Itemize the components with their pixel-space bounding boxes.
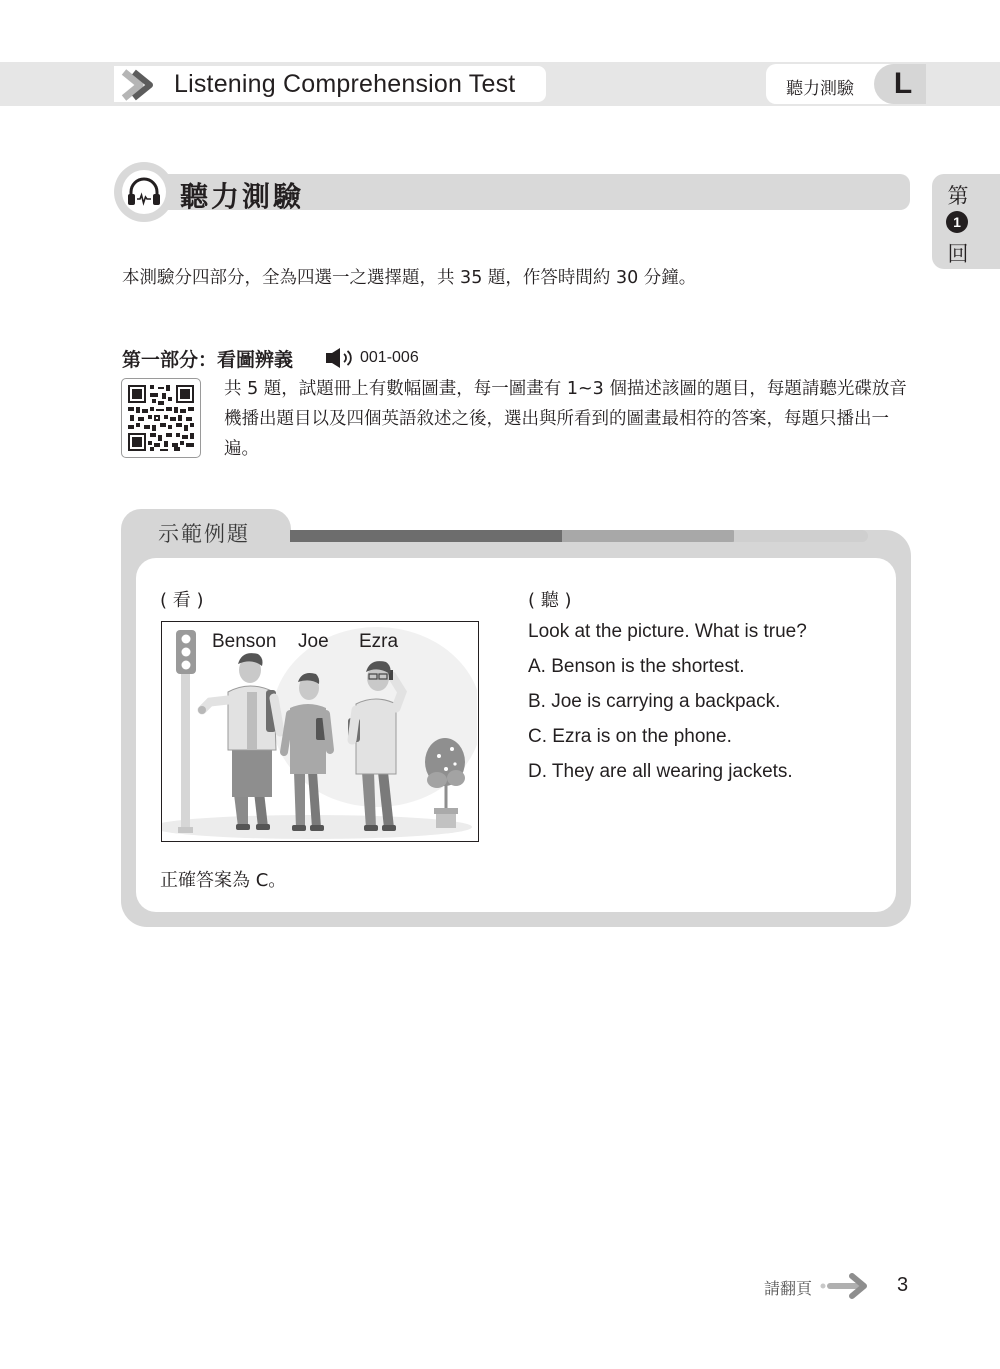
name-label: Benson: [212, 631, 277, 652]
look-label: ( 看 ): [160, 590, 204, 611]
header-section-letter: L: [874, 64, 926, 104]
page-number: 3: [897, 1274, 909, 1296]
chevron-right-icon: [120, 68, 156, 102]
example-picture: [161, 621, 479, 842]
arrow-right-icon[interactable]: [818, 1272, 870, 1300]
decor-stripe-dark: [290, 530, 566, 542]
option-c: C. Ezra is on the phone.: [528, 726, 732, 747]
decor-stripe-light: [734, 530, 868, 542]
side-tab-top: 第: [947, 184, 969, 208]
traffic-light-icon: [176, 630, 196, 833]
correct-answer: 正確答案為 C。: [160, 870, 287, 891]
benson-figure: [198, 653, 280, 830]
section-intro: 本測驗分四部分，全為四選一之選擇題，共 35 題，作答時間約 30 分鐘。: [122, 268, 697, 288]
speaker-icon[interactable]: [325, 347, 355, 369]
potted-plant-icon: [425, 738, 465, 828]
option-d: D. They are all wearing jackets.: [528, 761, 793, 782]
question-text: Look at the picture. What is true?: [528, 621, 807, 642]
option-b: B. Joe is carrying a backpack.: [528, 691, 781, 712]
header-section-label: 聽力測驗: [786, 79, 854, 99]
headphones-icon: [122, 170, 166, 214]
name-label: Ezra: [359, 631, 399, 652]
audio-track-number: 001-006: [360, 349, 419, 366]
decor-stripe-mid: [562, 530, 738, 542]
section-title: 聽力測驗: [180, 180, 305, 213]
side-round-tab: [932, 174, 1000, 269]
side-tab-bottom: 回: [947, 242, 969, 266]
name-label: Joe: [298, 631, 329, 652]
header-title: Listening Comprehension Test: [174, 70, 516, 98]
part1-title: 第一部分：看圖辨義: [122, 349, 294, 371]
part1-description: 共 5 題，試題冊上有數幅圖畫，每一圖畫有 1~3 個描述該圖的題目，每題請聽光碟放音機播出題目以及四個英語敘述之後，選出與所看到的圖畫最相符的答案，每題只播出一遍。: [224, 379, 907, 459]
option-a: A. Benson is the shortest.: [528, 656, 745, 677]
example-tab-label: 示範例題: [158, 522, 250, 546]
side-tab-number: 1: [946, 211, 968, 233]
turn-page-label[interactable]: 請翻頁: [764, 1279, 813, 1298]
listen-label: ( 聽 ): [528, 590, 572, 611]
three-boys-illustration: [162, 622, 477, 840]
qr-code-icon[interactable]: [128, 385, 194, 451]
